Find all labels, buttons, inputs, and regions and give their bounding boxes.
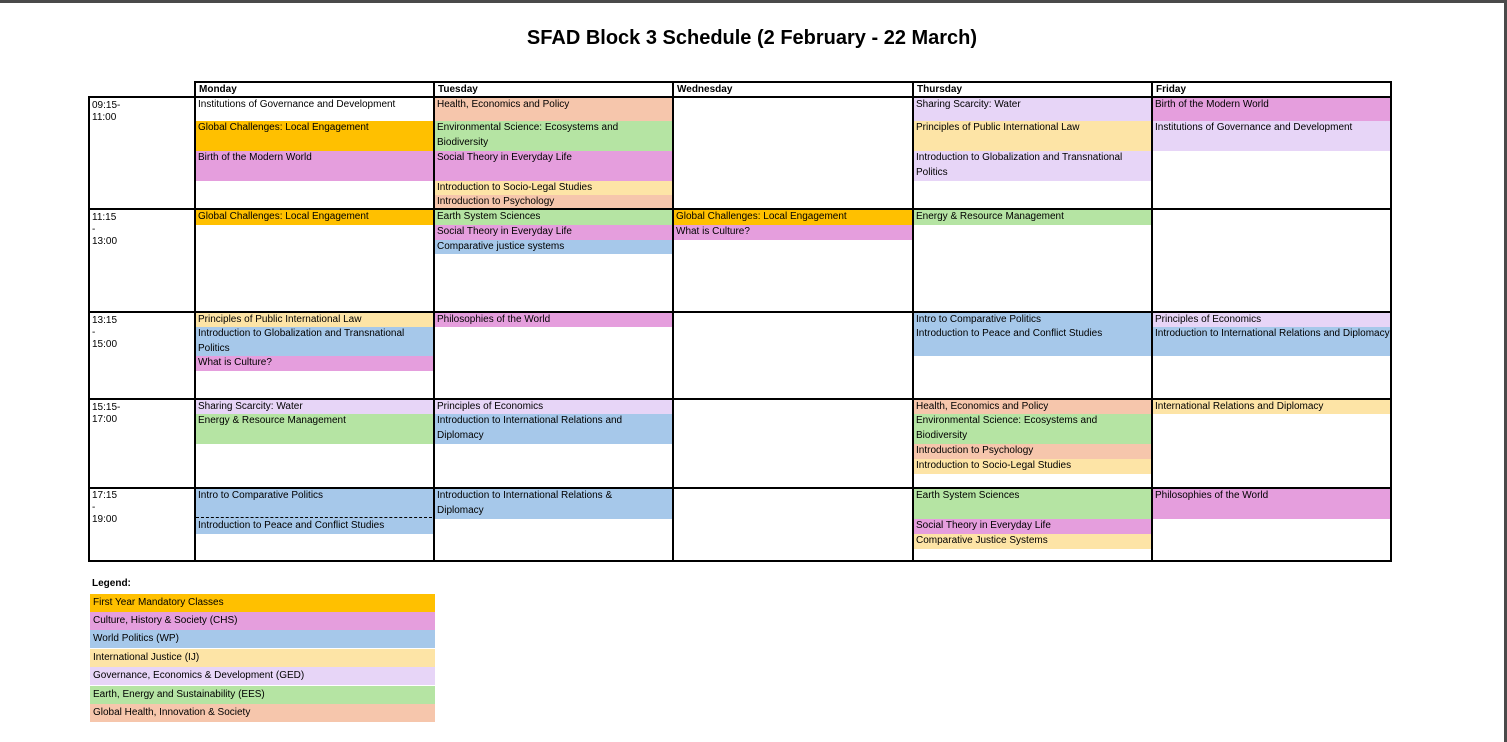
course-entry: What is Culture? <box>674 225 912 240</box>
course-entry: Intro to Comparative Politics <box>196 489 433 519</box>
course-entry: Institutions of Governance and Development <box>198 99 396 110</box>
day-header-thursday: Thursday <box>917 84 963 95</box>
course-entry: Environmental Science: Ecosystems and Biodiversity <box>435 121 672 151</box>
dashed-divider <box>196 517 432 518</box>
course-entry: Energy & Resource Management <box>914 210 1151 225</box>
course-entry: Introduction to Psychology <box>914 444 1151 459</box>
course-entry: Birth of the Modern World <box>1153 98 1390 121</box>
course-entry: Introduction to Socio-Legal Studies <box>435 181 672 195</box>
course-entry: Introduction to Psychology <box>435 195 672 208</box>
course-entry: Introduction to Globalization and Transnational Politics <box>196 327 433 356</box>
course-entry: Health, Economics and Policy <box>435 98 672 121</box>
course-entry: Introduction to International Relations and Diplomacy <box>435 414 672 444</box>
grid-line <box>88 560 1392 562</box>
course-entry: Institutions of Governance and Development <box>1153 121 1390 151</box>
course-entry: Introduction to Globalization and Transnational Politics <box>914 151 1151 181</box>
course-entry: Social Theory in Everyday Life <box>435 225 672 240</box>
legend-item-health: Global Health, Innovation & Society <box>90 704 435 722</box>
day-header-monday: Monday <box>199 84 237 95</box>
course-entry: Introduction to International Relations and Diplomacy <box>1153 327 1390 356</box>
course-entry: Earth System Sciences <box>914 489 1151 519</box>
grid-line <box>1390 81 1392 562</box>
course-entry: Introduction to Socio-Legal Studies <box>914 459 1151 474</box>
legend-item-mandatory: First Year Mandatory Classes <box>90 594 435 612</box>
course-entry: Philosophies of the World <box>435 313 672 327</box>
legend-item-ij: International Justice (IJ) <box>90 649 435 667</box>
course-entry: What is Culture? <box>196 356 433 371</box>
course-entry: Intro to Comparative Politics <box>914 313 1151 327</box>
legend-item-chs: Culture, History & Society (CHS) <box>90 612 435 630</box>
course-entry: Sharing Scarcity: Water <box>914 98 1151 121</box>
legend-item-ged: Governance, Economics & Development (GED) <box>90 667 435 685</box>
course-entry: Global Challenges: Local Engagement <box>196 210 433 225</box>
day-header-wednesday: Wednesday <box>677 84 733 95</box>
course-entry: Introduction to International Relations & Diplomacy <box>435 489 672 519</box>
grid-line <box>88 96 90 562</box>
course-entry: Sharing Scarcity: Water <box>196 400 433 414</box>
legend-item-wp: World Politics (WP) <box>90 630 435 648</box>
course-entry: Health, Economics and Policy <box>914 400 1151 414</box>
course-entry: Principles of Public International Law <box>196 313 433 327</box>
legend-item-ees: Earth, Energy and Sustainability (EES) <box>90 686 435 704</box>
course-entry: Environmental Science: Ecosystems and Biodiversity <box>914 414 1151 444</box>
course-entry: Social Theory in Everyday Life <box>914 519 1151 534</box>
course-entry: Introduction to Peace and Conflict Studies <box>914 327 1151 356</box>
course-entry: Principles of Economics <box>435 400 672 414</box>
time-slot-label: 17:15 - 19:00 <box>92 490 118 525</box>
page-title: SFAD Block 3 Schedule (2 February - 22 March) <box>526 27 978 49</box>
course-entry: Comparative Justice Systems <box>914 534 1151 549</box>
course-entry: Birth of the Modern World <box>196 151 433 181</box>
legend-title: Legend: <box>92 578 131 589</box>
course-entry: International Relations and Diplomacy <box>1153 400 1390 414</box>
time-slot-label: 13:15 - 15:00 <box>92 315 118 350</box>
course-entry: Principles of Economics <box>1153 313 1390 327</box>
course-entry: Global Challenges: Local Engagement <box>196 121 433 151</box>
course-entry: Comparative justice systems <box>435 240 672 254</box>
course-entry: Energy & Resource Management <box>196 414 433 444</box>
grid-line <box>672 81 674 562</box>
course-entry: Introduction to Peace and Conflict Studies <box>196 519 433 534</box>
grid-line <box>194 81 1392 83</box>
course-entry: Earth System Sciences <box>435 210 672 225</box>
day-header-friday: Friday <box>1156 84 1187 95</box>
time-slot-label: 11:15 - 13:00 <box>92 212 118 247</box>
window-top-border <box>0 0 1507 3</box>
time-slot-label: 15:15-17:00 <box>92 402 121 425</box>
course-entry: Principles of Public International Law <box>914 121 1151 151</box>
day-header-tuesday: Tuesday <box>438 84 478 95</box>
time-slot-label: 09:15-11:00 <box>92 100 121 123</box>
course-entry: Global Challenges: Local Engagement <box>674 210 912 225</box>
course-entry: Philosophies of the World <box>1153 489 1390 519</box>
course-entry: Social Theory in Everyday Life <box>435 151 672 181</box>
